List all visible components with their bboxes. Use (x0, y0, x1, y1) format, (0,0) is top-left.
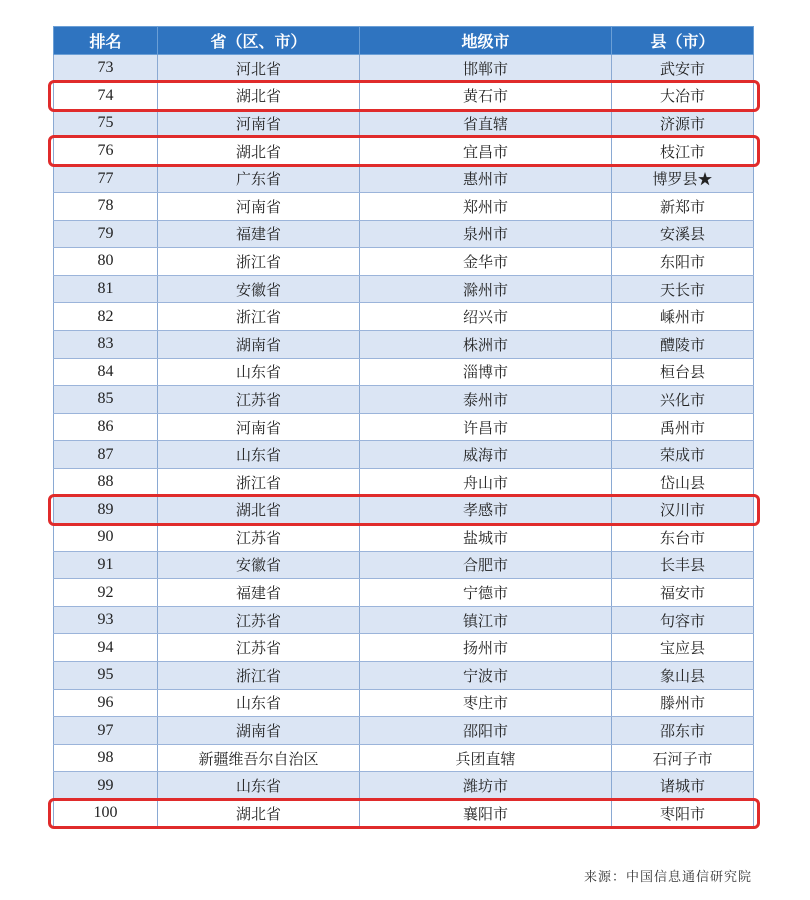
table-row (54, 662, 754, 690)
province-cell: 湖南省 (158, 330, 360, 358)
table-row (54, 551, 754, 579)
table-row (54, 634, 754, 662)
province-cell: 山东省 (158, 441, 360, 469)
rank-cell: 92 (54, 579, 158, 607)
province-cell: 浙江省 (158, 468, 360, 496)
table-row (54, 468, 754, 496)
rank-cell: 81 (54, 275, 158, 303)
county-cell: 枝江市 (612, 137, 754, 165)
header-prefecture-city: 地级市 (360, 27, 612, 55)
province-cell: 安徽省 (158, 275, 360, 303)
rank-cell: 89 (54, 496, 158, 524)
prefecture-city-cell: 邵阳市 (360, 717, 612, 745)
rank-cell: 75 (54, 110, 158, 138)
province-cell: 河南省 (158, 192, 360, 220)
rank-cell: 98 (54, 744, 158, 772)
rank-cell: 82 (54, 303, 158, 331)
table-row (54, 413, 754, 441)
county-cell: 东台市 (612, 524, 754, 552)
table-row (54, 606, 754, 634)
county-cell: 博罗县★ (612, 165, 754, 193)
prefecture-city-cell: 黄石市 (360, 82, 612, 110)
ranking-table-container (53, 26, 753, 828)
county-cell: 象山县 (612, 662, 754, 690)
rank-cell: 85 (54, 386, 158, 414)
prefecture-city-cell: 郑州市 (360, 192, 612, 220)
county-cell: 诸城市 (612, 772, 754, 800)
county-cell: 济源市 (612, 110, 754, 138)
header-county: 县（市） (612, 27, 754, 55)
county-cell: 长丰县 (612, 551, 754, 579)
table-row (54, 717, 754, 745)
table-body (54, 55, 754, 828)
rank-cell: 78 (54, 192, 158, 220)
province-cell: 浙江省 (158, 662, 360, 690)
rank-cell: 83 (54, 330, 158, 358)
prefecture-city-cell: 惠州市 (360, 165, 612, 193)
ranking-table (53, 26, 754, 828)
province-cell: 山东省 (158, 772, 360, 800)
county-cell: 岱山县 (612, 468, 754, 496)
prefecture-city-cell: 许昌市 (360, 413, 612, 441)
rank-cell: 74 (54, 82, 158, 110)
table-row (54, 55, 754, 83)
province-cell: 山东省 (158, 689, 360, 717)
table-row (54, 192, 754, 220)
table-row (54, 358, 754, 386)
county-cell: 荣成市 (612, 441, 754, 469)
province-cell: 河南省 (158, 413, 360, 441)
prefecture-city-cell: 盐城市 (360, 524, 612, 552)
county-cell: 枣阳市 (612, 800, 754, 828)
county-cell: 新郑市 (612, 192, 754, 220)
rank-cell: 76 (54, 137, 158, 165)
county-cell: 邵东市 (612, 717, 754, 745)
rank-cell: 73 (54, 55, 158, 83)
prefecture-city-cell: 绍兴市 (360, 303, 612, 331)
rank-cell: 84 (54, 358, 158, 386)
county-cell: 兴化市 (612, 386, 754, 414)
rank-cell: 95 (54, 662, 158, 690)
prefecture-city-cell: 宜昌市 (360, 137, 612, 165)
province-cell: 湖南省 (158, 717, 360, 745)
rank-cell: 87 (54, 441, 158, 469)
province-cell: 安徽省 (158, 551, 360, 579)
prefecture-city-cell: 邯郸市 (360, 55, 612, 83)
province-cell: 福建省 (158, 220, 360, 248)
county-cell: 宝应县 (612, 634, 754, 662)
prefecture-city-cell: 宁波市 (360, 662, 612, 690)
prefecture-city-cell: 襄阳市 (360, 800, 612, 828)
prefecture-city-cell: 兵团直辖 (360, 744, 612, 772)
province-cell: 河北省 (158, 55, 360, 83)
header-province: 省（区、市） (158, 27, 360, 55)
table-row (54, 744, 754, 772)
rank-cell: 94 (54, 634, 158, 662)
county-cell: 禹州市 (612, 413, 754, 441)
rank-cell: 90 (54, 524, 158, 552)
prefecture-city-cell: 泉州市 (360, 220, 612, 248)
rank-cell: 93 (54, 606, 158, 634)
table-row (54, 579, 754, 607)
table-row (54, 441, 754, 469)
rank-cell: 80 (54, 248, 158, 276)
table-row (54, 275, 754, 303)
province-cell: 湖北省 (158, 82, 360, 110)
prefecture-city-cell: 宁德市 (360, 579, 612, 607)
county-cell: 嵊州市 (612, 303, 754, 331)
table-row (54, 248, 754, 276)
rank-cell: 91 (54, 551, 158, 579)
prefecture-city-cell: 泰州市 (360, 386, 612, 414)
county-cell: 汉川市 (612, 496, 754, 524)
table-row (54, 303, 754, 331)
rank-cell: 86 (54, 413, 158, 441)
header-rank: 排名 (54, 27, 158, 55)
rank-cell: 96 (54, 689, 158, 717)
prefecture-city-cell: 扬州市 (360, 634, 612, 662)
table-row (54, 137, 754, 165)
province-cell: 新疆维吾尔自治区 (158, 744, 360, 772)
province-cell: 山东省 (158, 358, 360, 386)
province-cell: 湖北省 (158, 800, 360, 828)
rank-cell: 88 (54, 468, 158, 496)
county-cell: 安溪县 (612, 220, 754, 248)
county-cell: 天长市 (612, 275, 754, 303)
rank-cell: 79 (54, 220, 158, 248)
county-cell: 醴陵市 (612, 330, 754, 358)
rank-cell: 77 (54, 165, 158, 193)
county-cell: 福安市 (612, 579, 754, 607)
source-note: 来源：中国信息通信研究院 (583, 870, 752, 885)
prefecture-city-cell: 淄博市 (360, 358, 612, 386)
rank-cell: 99 (54, 772, 158, 800)
table-header-row (54, 27, 754, 55)
county-cell: 武安市 (612, 55, 754, 83)
province-cell: 湖北省 (158, 137, 360, 165)
province-cell: 江苏省 (158, 524, 360, 552)
prefecture-city-cell: 滁州市 (360, 275, 612, 303)
table-row (54, 800, 754, 828)
province-cell: 湖北省 (158, 496, 360, 524)
county-cell: 桓台县 (612, 358, 754, 386)
province-cell: 浙江省 (158, 248, 360, 276)
county-cell: 句容市 (612, 606, 754, 634)
table-row (54, 386, 754, 414)
province-cell: 江苏省 (158, 386, 360, 414)
table-row (54, 82, 754, 110)
rank-cell: 97 (54, 717, 158, 745)
province-cell: 福建省 (158, 579, 360, 607)
county-cell: 滕州市 (612, 689, 754, 717)
province-cell: 河南省 (158, 110, 360, 138)
county-cell: 石河子市 (612, 744, 754, 772)
table-row (54, 689, 754, 717)
county-cell: 东阳市 (612, 248, 754, 276)
table-row (54, 110, 754, 138)
province-cell: 浙江省 (158, 303, 360, 331)
prefecture-city-cell: 舟山市 (360, 468, 612, 496)
table-row (54, 330, 754, 358)
province-cell: 江苏省 (158, 606, 360, 634)
province-cell: 广东省 (158, 165, 360, 193)
table-row (54, 165, 754, 193)
table-row (54, 524, 754, 552)
table-row (54, 496, 754, 524)
prefecture-city-cell: 株洲市 (360, 330, 612, 358)
prefecture-city-cell: 枣庄市 (360, 689, 612, 717)
province-cell: 江苏省 (158, 634, 360, 662)
county-cell: 大冶市 (612, 82, 754, 110)
prefecture-city-cell: 省直辖 (360, 110, 612, 138)
table-row (54, 220, 754, 248)
prefecture-city-cell: 孝感市 (360, 496, 612, 524)
prefecture-city-cell: 金华市 (360, 248, 612, 276)
prefecture-city-cell: 潍坊市 (360, 772, 612, 800)
prefecture-city-cell: 镇江市 (360, 606, 612, 634)
prefecture-city-cell: 威海市 (360, 441, 612, 469)
prefecture-city-cell: 合肥市 (360, 551, 612, 579)
rank-cell: 100 (54, 800, 158, 828)
table-row (54, 772, 754, 800)
